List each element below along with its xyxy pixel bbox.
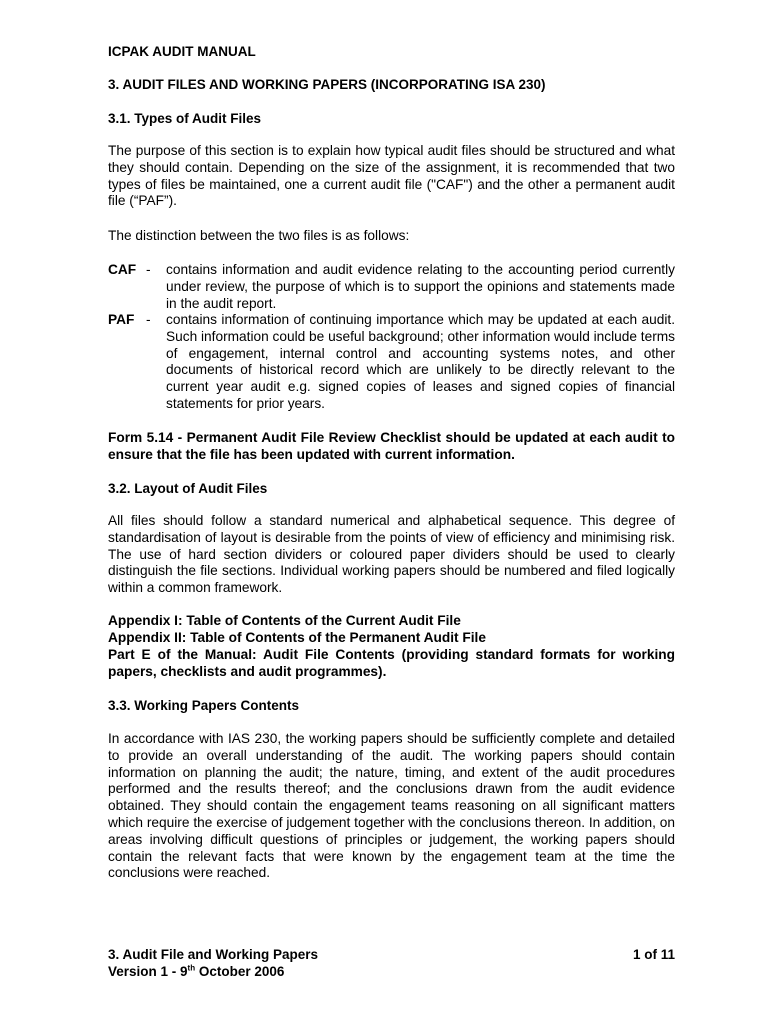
- paragraph-3-2-layout: All files should follow a standard numerical and alphabetical sequence. This degree of standardisation of layout is desirable from the points of view of efficiency and minimising risk. The use of hard section dividers or coloured paper dividers should be used to clearly distinguish the file sections. Individual working papers should be numbered and filed logically within a common framework.: [108, 513, 675, 596]
- reference-appendix-2: Appendix II: Table of Contents of the Permanent Audit File: [108, 630, 486, 645]
- form-note: Form 5.14 - Permanent Audit File Review Checklist should be updated at each audit to ensure that the file has been updated with current information.: [108, 430, 675, 462]
- heading-3-2: 3.2. Layout of Audit Files: [108, 481, 268, 496]
- heading-3-1: 3.1. Types of Audit Files: [108, 111, 262, 126]
- definition-dash: -: [146, 312, 151, 327]
- section-title: 3. AUDIT FILES AND WORKING PAPERS (INCORPORATING ISA 230): [108, 77, 546, 92]
- footer-page-number: 1 of 11: [632, 947, 675, 962]
- definition-term: PAF: [108, 312, 135, 327]
- reference-part-e: Part E of the Manual: Audit File Contents (providing standard formats for working papers, checklists and audit programmes).: [108, 647, 675, 679]
- definition-term: CAF: [108, 262, 137, 277]
- reference-appendix-1: Appendix I: Table of Contents of the Current Audit File: [108, 613, 461, 628]
- footer-version-prefix: Version 1 - 9: [108, 964, 188, 979]
- footer-chapter: 3. Audit File and Working Papers: [108, 947, 319, 962]
- manual-title: ICPAK AUDIT MANUAL: [108, 44, 256, 59]
- document-page: [108, 0, 675, 1024]
- paragraph-3-1-distinction: The distinction between the two files is as follows:: [108, 228, 410, 243]
- footer-version-sup: th: [187, 963, 196, 973]
- definition-dash: -: [146, 262, 151, 277]
- paragraph-3-3-contents: In accordance with IAS 230, the working papers should be sufficiently complete and detailed to provide an overall understanding of the audit. The working papers should contain information on planning the audit; the nature, timing, and extent of the audit procedures performed and the results thereof; and the conclusions drawn from the audit evidence obtained. They should contain the engagement teams reasoning on all significant matters which require the exercise of judgement together with the conclusions thereon. In addition, on areas involving difficult questions of principles or judgement, the working papers should contain the relevant facts that were known by the engagement team at the time the conclusions were reached.: [108, 731, 675, 881]
- footer-chapter-row: [108, 946, 675, 963]
- heading-3-3: 3.3. Working Papers Contents: [108, 698, 300, 713]
- footer-version-suffix: October 2006: [195, 964, 285, 979]
- definition-text: contains information and audit evidence relating to the accounting period currently under review, the purpose of which is to support the opinions and statements made in the audit report.: [166, 262, 675, 311]
- paragraph-3-1-purpose: The purpose of this section is to explain how typical audit files should be structured and what they should contain. Depending on the size of the assignment, it is recommended that two types of files be maintained, one a current audit file ("CAF") and the other a permanent audit file (“PAF”).: [108, 143, 675, 209]
- footer-version: [108, 963, 675, 980]
- definition-text: contains information of continuing importance which may be updated at each audit. Such information could be useful background; other information would include terms of engagement, internal control and accounting systems notes, and other documents of historical record which are unlikely to be directly relevant to the current year audit e.g. signed copies of leases and signed copies of financial statements for prior years.: [166, 312, 676, 411]
